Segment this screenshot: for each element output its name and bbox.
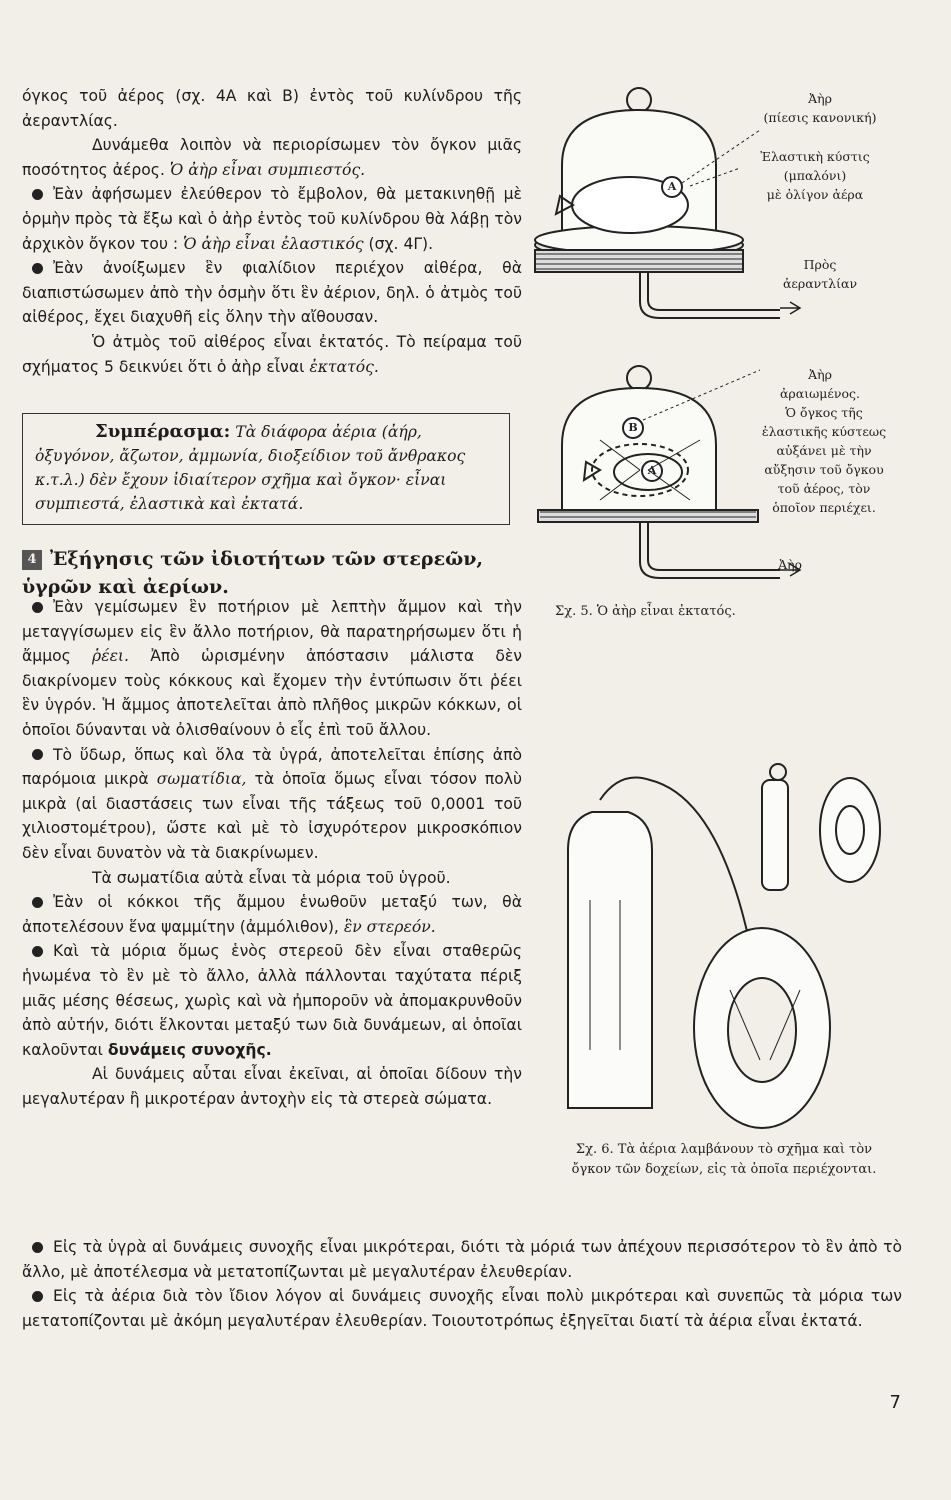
fig5-to-pump-label: Πρὸς ἀεραντλίαν: [782, 257, 858, 291]
bullet-paragraph: Καὶ τὰ μόρια ὅμως ἑνὸς στερεοῦ δὲν εἶναι σταθερῶς ἡνωμένα τὸ ἓν μὲ τὸ ἄλλο, ἀλλὰ πάλλονται ταχύτατα πέριξ μιᾶς μέσης θέσεως, χωρὶς καὶ νὰ ἠμποροῦν νὰ ἀπομακρυνθοῦν ἀπὸ αὐτήν, διότι ἕλκονται μεταξύ των διὰ δυνάμεων, αἱ ὁποῖαι καλοῦνται δυνάμεις συνοχῆς.: [22, 939, 522, 1062]
bullet-paragraph: Ἐὰν γεμίσωμεν ἓν ποτήριον μὲ λεπτὴν ἄμμον καὶ τὴν μεταγγίσωμεν εἰς ἓν ἄλλο ποτήριον, θὰ παρατηρήσωμεν ὅτι ἡ ἄμμος ῥέει. Ἀπὸ ὡρισμένην ἀπόστασιν μάλιστα δὲν διακρίνομεν τοὺς κόκκους καὶ ἔχομεν τὴν ἐντύπωσιν ὅτι ῥέει ἓν ὑγρόν. Ἡ ἄμμος ἀποτελεῖται ἀπὸ πλῆθος μικρῶν κόκκων, οἱ ὁποῖοι δύνανται νὰ ὀλισθαίνουν ὁ εἷς ἐπὶ τοῦ ἄλλου.: [22, 595, 522, 743]
paragraph: Τὰ σωματίδια αὐτὰ εἶναι τὰ μόρια τοῦ ὑγροῦ.: [92, 868, 451, 887]
paragraph: Ὁ ἀτμὸς τοῦ αἰθέρος εἶναι ἐκτατός. Τὸ πείραμα τοῦ σχήματος 5 δεικνύει ὅτι ὁ ἀὴρ εἶναι ἐκτατός.: [22, 332, 522, 376]
figure-6-gas-containers: [568, 764, 880, 1128]
paragraph: όγκος τοῦ ἀέρος (σχ. 4Α καὶ Β) ἐντὸς τοῦ κυλίνδρου τῆς ἀεραντλίας.: [22, 87, 522, 130]
fig5-balloon-label: Ἐλαστικὴ κύστις (μπαλόνι) μὲ ὀλίγον ἀέρα: [760, 149, 870, 202]
page-number: 7: [889, 1392, 901, 1413]
bullet-paragraph: Εἰς τὰ ἀέρια διὰ τὸν ἴδιον λόγον αἱ δυνάμεις συνοχῆς εἶναι πολὺ μικρότεραι καὶ συνεπῶς τὰ μόρια των μετατοπίζονται μὲ ἀκόμη μεγαλυτέραν ἐλευθερίαν. Τοιουτοτρόπως ἐξηγεῖται διατί τὰ ἀέρια εἶναι ἐκτατά.: [22, 1284, 902, 1333]
section-title: Ἐξήγησις τῶν ἰδιοτήτων τῶν στερεῶν, ὑγρῶν καὶ ἀερίων.: [22, 548, 484, 598]
paragraph: Αἱ δυνάμεις αὗται εἶναι ἐκεῖναι, αἱ ὁποῖαι δίδουν τὴν μεγαλυτέραν ἢ μικροτέραν ἀντοχὴν εἰς τὰ στερεὰ σώματα.: [22, 1065, 522, 1108]
bullet-paragraph: Ἐὰν ἀφήσωμεν ἐλεύθερον τὸ ἔμβολον, θὰ μετακινηθῇ μὲ ὁρμὴν πρὸς τὰ ἔξω καὶ ὁ ἀὴρ ἐντὸς τοῦ κυλίνδρου θὰ λάβῃ τὸν ἀρχικὸν ὄγκον του : Ὁ ἀὴρ εἶναι ἐλαστικός (σχ. 4Γ).: [22, 182, 522, 256]
fig6-caption: Σχ. 6. Τὰ ἀέρια λαμβάνουν τὸ σχῆμα καὶ τὸν ὄγκον τῶν δοχείων, εἰς τὰ ὁποῖα περιέχονται.: [571, 1142, 877, 1177]
fig5-rarefied-label: Ἀὴρ ἀραιωμένος.: [779, 367, 861, 401]
fig5-label-a-bottom: Α: [647, 464, 657, 477]
fig5-label-a-top: Α: [667, 180, 677, 193]
conclusion-text: Τὰ διάφορα ἀέρια (ἀήρ, ὀξυγόνον, ἄζωτον, ἀμμωνία, διοξείδιον τοῦ ἄνθρακος κ.τ.λ.) δὲν ἔχουν ἰδιαίτερον σχῆμα καὶ ὄγκον· εἶναι συμπιεστά, ἐλαστικὰ καὶ ἐκτατά.: [35, 423, 466, 513]
fig5-air-label: Ἀὴρ (πίεσις κανονική): [763, 91, 877, 125]
section-number: 4: [22, 550, 42, 570]
paragraph: Δυνάμεθα λοιπὸν νὰ περιορίσωμεν τὸν ὄγκον μιᾶς ποσότητος ἀέρος. Ὁ ἀὴρ εἶναι συμπιεστός.: [22, 136, 522, 179]
fig5-air-out-label: Ἀὴρ: [778, 557, 802, 572]
bullet-paragraph: Εἰς τὰ ὑγρὰ αἱ δυνάμεις συνοχῆς εἶναι μικρότεραι, διότι τὰ μόριά των ἀπέχουν περισσότερον τὸ ἓν ἀπὸ τὸ ἄλλο, μὲ ἀποτέλεσμα νὰ μετατοπίζωνται μὲ μεγαλυτέραν ἐλευθερίαν.: [22, 1235, 902, 1284]
bullet-paragraph: Ἐὰν ἀνοίξωμεν ἓν φιαλίδιον περιέχον αἰθέρα, θὰ διαπιστώσωμεν ἀπὸ τὴν ὀσμὴν ὅτι ἓν ἀέριον, δηλ. ὁ ἀτμὸς τοῦ αἰθέρος, ἔχει διαχυθῆ εἰς ὅλην τὴν αἴθουσαν.: [22, 256, 522, 330]
conclusion-label: Συμπέρασμα:: [95, 421, 231, 442]
fig5-label-b: Β: [628, 421, 638, 434]
fig5-volume-label: Ὁ ὄγκος τῆς ἐλαστικῆς κύστεως αὐξάνει μὲ τὴν αὔξησιν τοῦ ὄγκου τοῦ ἀέρος, τὸν ὁποῖον περιέχει.: [761, 405, 887, 515]
bullet-paragraph: Ἐὰν οἱ κόκκοι τῆς ἄμμου ἑνωθοῦν μεταξύ των, θὰ ἀποτελέσουν ἕνα ψαμμίτην (ἀμμόλιθον), ἓν στερεόν.: [22, 890, 522, 939]
fig5-caption: Σχ. 5. Ὁ ἀὴρ εἶναι ἐκτατός.: [555, 604, 736, 619]
bullet-paragraph: Τὸ ὕδωρ, ὅπως καὶ ὅλα τὰ ὑγρά, ἀποτελεῖται ἐπίσης ἀπὸ παρόμοια μικρὰ σωματίδια, τὰ ὁποῖα ὅμως εἶναι τόσον πολὺ μικρὰ (αἱ διαστάσεις των εἶναι τῆς τάξεως τοῦ 0,0001 τοῦ χιλιοστομέτρου), ὥστε καὶ μὲ τὸ ἰσχυρότερον μικροσκόπιον δὲν εἶναι δυνατὸν νὰ τὰ διακρίνωμεν.: [22, 743, 522, 866]
